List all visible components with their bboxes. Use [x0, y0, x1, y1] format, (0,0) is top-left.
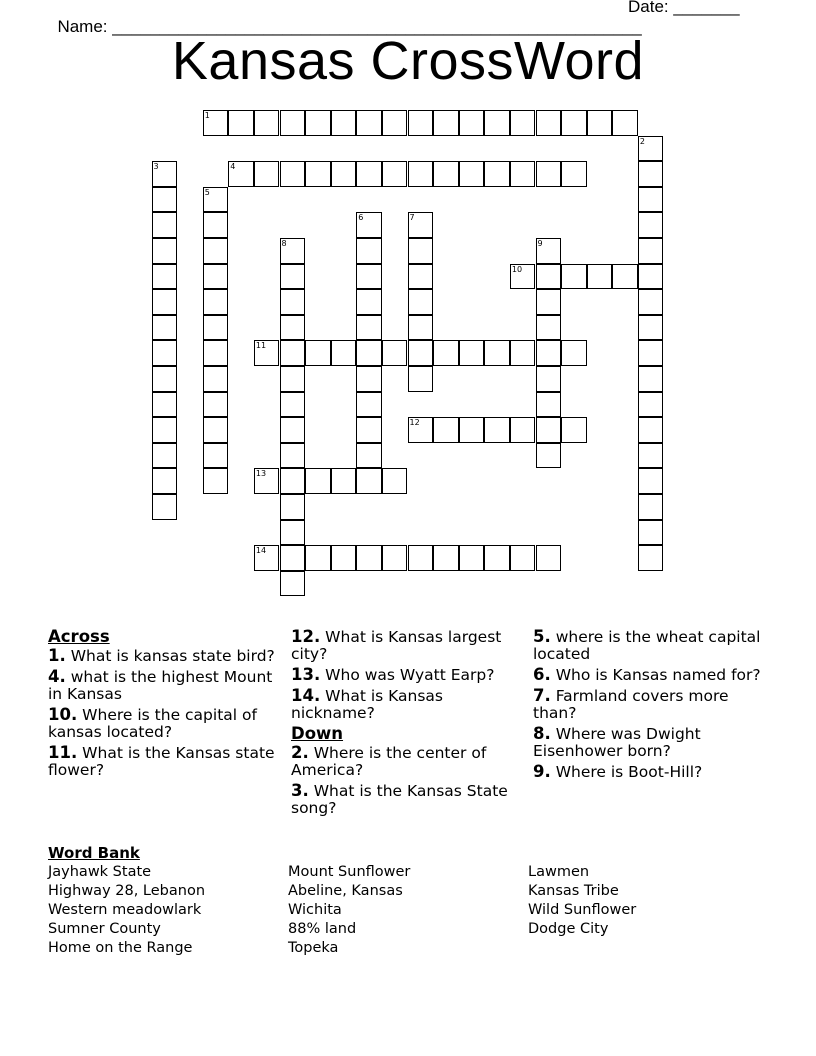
clue-down-3 — [291, 782, 523, 817]
clue-number: 5. — [533, 627, 551, 646]
crossword-cell[interactable] — [356, 238, 382, 264]
crossword-cell[interactable] — [638, 520, 664, 546]
crossword-cell[interactable] — [152, 468, 178, 494]
crossword-cell[interactable] — [356, 110, 382, 136]
crossword-cell[interactable] — [203, 392, 229, 418]
word-bank-title: Word Bank — [48, 844, 140, 862]
crossword-cell[interactable] — [433, 340, 459, 366]
clue-number-label: 11 — [255, 341, 267, 351]
crossword-cell[interactable] — [356, 212, 382, 238]
clue-across-1 — [48, 647, 280, 665]
word-bank-item: Topeka — [288, 940, 339, 956]
crossword-cell[interactable] — [484, 417, 510, 443]
clue-down-7 — [533, 687, 765, 722]
crossword-cell[interactable] — [638, 366, 664, 392]
crossword-cell[interactable] — [280, 340, 306, 366]
clue-number-label: 9 — [537, 239, 543, 248]
crossword-cell[interactable] — [305, 545, 331, 571]
crossword-cell[interactable] — [459, 110, 485, 136]
crossword-cell[interactable] — [408, 161, 434, 187]
date-field-label[interactable]: Date: _______ — [628, 0, 740, 16]
clue-number: 7. — [533, 686, 551, 705]
crossword-cell[interactable] — [638, 468, 664, 494]
crossword-cell[interactable] — [356, 392, 382, 418]
crossword-cell[interactable] — [203, 468, 229, 494]
clue-number: 11. — [48, 743, 78, 762]
crossword-cell[interactable] — [612, 110, 638, 136]
crossword-cell[interactable] — [382, 545, 408, 571]
word-bank-item: Abeline, Kansas — [288, 883, 403, 899]
crossword-cell[interactable] — [484, 340, 510, 366]
crossword-cell[interactable] — [280, 520, 306, 546]
crossword-cell[interactable] — [152, 494, 178, 520]
crossword-cell[interactable] — [536, 264, 562, 290]
crossword-cell[interactable] — [638, 340, 664, 366]
crossword-cell[interactable] — [254, 110, 280, 136]
word-bank-item: Sumner County — [48, 921, 161, 937]
crossword-cell[interactable] — [638, 136, 664, 162]
crossword-cell[interactable] — [280, 443, 306, 469]
clue-number: 3. — [291, 781, 309, 800]
crossword-cell[interactable] — [638, 238, 664, 264]
crossword-cell[interactable] — [152, 238, 178, 264]
crossword-cell[interactable] — [536, 545, 562, 571]
crossword-cell[interactable] — [536, 443, 562, 469]
clue-number-label: 12 — [409, 418, 420, 428]
crossword-cell[interactable] — [408, 417, 434, 443]
crossword-cell[interactable] — [638, 443, 664, 469]
clue-number-label: 2 — [639, 136, 645, 146]
crossword-cell[interactable] — [203, 187, 229, 213]
crossword-cell[interactable] — [152, 366, 178, 392]
crossword-cell[interactable] — [638, 161, 664, 187]
clue-number: 6. — [533, 665, 551, 684]
crossword-cell[interactable] — [536, 417, 562, 443]
crossword-cell[interactable] — [254, 161, 280, 187]
clue-across-4 — [48, 668, 280, 703]
crossword-cell[interactable] — [152, 187, 178, 213]
crossword-cell[interactable] — [510, 340, 536, 366]
crossword-cell[interactable] — [510, 264, 536, 290]
crossword-cell[interactable] — [561, 161, 587, 187]
clue-number: 8. — [533, 724, 551, 743]
word-bank-column-3 — [528, 863, 636, 939]
crossword-cell[interactable] — [280, 392, 306, 418]
clue-number-label: 6 — [358, 213, 364, 223]
crossword-cell[interactable] — [638, 494, 664, 520]
clue-number-label: 10 — [511, 264, 523, 274]
crossword-cell[interactable] — [305, 468, 331, 494]
clue-number-label: 7 — [409, 213, 415, 223]
crossword-cell[interactable] — [280, 571, 306, 597]
clue-number-label: 3 — [153, 162, 159, 172]
word-bank-item: Western meadowlark — [48, 902, 202, 918]
crossword-cell[interactable] — [280, 468, 306, 494]
crossword-cell[interactable] — [536, 110, 562, 136]
clue-column-1 — [48, 628, 280, 782]
clue-number: 14. — [291, 686, 321, 705]
clue-text: What is kansas state bird? — [70, 647, 275, 665]
word-bank-item: Dodge City — [528, 921, 609, 937]
clue-text: Farmland covers more than? — [533, 687, 729, 722]
crossword-cell[interactable] — [484, 545, 510, 571]
crossword-cell[interactable] — [203, 366, 229, 392]
crossword-cell[interactable] — [356, 366, 382, 392]
crossword-cell[interactable] — [561, 110, 587, 136]
crossword-cell[interactable] — [638, 545, 664, 571]
crossword-cell[interactable] — [433, 110, 459, 136]
crossword-cell[interactable] — [203, 443, 229, 469]
word-bank-item: Wild Sunflower — [528, 902, 637, 918]
crossword-cell[interactable] — [228, 161, 254, 187]
clue-text: Where is the capital of kansas located? — [48, 706, 257, 741]
crossword-cell[interactable] — [356, 545, 382, 571]
word-bank-item: 88% land — [288, 921, 357, 937]
crossword-cell[interactable] — [280, 110, 306, 136]
crossword-cell[interactable] — [536, 340, 562, 366]
word-bank-column-2 — [288, 863, 410, 958]
across-heading: Across — [48, 627, 110, 646]
clue-across-11 — [48, 744, 280, 779]
crossword-cell[interactable] — [612, 264, 638, 290]
clue-text: Where was Dwight Eisenhower born? — [533, 725, 701, 760]
crossword-cell[interactable] — [433, 161, 459, 187]
word-bank-item: Wichita — [288, 902, 342, 918]
crossword-cell[interactable] — [152, 417, 178, 443]
crossword-cell[interactable] — [152, 264, 178, 290]
crossword-cell[interactable] — [561, 417, 587, 443]
crossword-cell[interactable] — [408, 366, 434, 392]
crossword-cell[interactable] — [638, 212, 664, 238]
crossword-cell[interactable] — [254, 545, 280, 571]
clue-down-6 — [533, 666, 765, 684]
crossword-cell[interactable] — [356, 468, 382, 494]
crossword-cell[interactable] — [331, 545, 357, 571]
clue-text: What is the Kansas state flower? — [48, 744, 275, 779]
clue-text: Where is the center of America? — [291, 744, 487, 779]
crossword-cell[interactable] — [203, 289, 229, 315]
crossword-cell[interactable] — [152, 443, 178, 469]
crossword-cell[interactable] — [305, 110, 331, 136]
crossword-cell[interactable] — [638, 392, 664, 418]
word-bank-item: Lawmen — [528, 864, 590, 880]
crossword-cell[interactable] — [638, 187, 664, 213]
clue-number: 9. — [533, 762, 551, 781]
clue-column-3 — [533, 628, 765, 784]
crossword-cell[interactable] — [536, 289, 562, 315]
clue-number-label: 4 — [230, 162, 236, 172]
crossword-cell[interactable] — [152, 315, 178, 341]
crossword-cell[interactable] — [408, 289, 434, 315]
crossword-cell[interactable] — [254, 340, 280, 366]
clue-across-10 — [48, 706, 280, 741]
crossword-cell[interactable] — [459, 545, 485, 571]
crossword-cell[interactable] — [587, 264, 613, 290]
crossword-cell[interactable] — [280, 417, 306, 443]
crossword-cell[interactable] — [280, 264, 306, 290]
crossword-cell[interactable] — [561, 264, 587, 290]
crossword-cell[interactable] — [510, 417, 536, 443]
down-heading: Down — [291, 724, 344, 743]
crossword-cell[interactable] — [152, 392, 178, 418]
clue-down-2 — [291, 744, 523, 779]
clue-across-14 — [291, 687, 523, 722]
crossword-cell[interactable] — [408, 545, 434, 571]
word-bank-column-1 — [48, 863, 205, 958]
crossword-cell[interactable] — [280, 366, 306, 392]
crossword-cell[interactable] — [203, 238, 229, 264]
clue-number: 1. — [48, 646, 66, 665]
crossword-cell[interactable] — [459, 417, 485, 443]
crossword-cell[interactable] — [433, 417, 459, 443]
crossword-cell[interactable] — [484, 161, 510, 187]
clue-number: 13. — [291, 665, 321, 684]
crossword-cell[interactable] — [638, 264, 664, 290]
crossword-cell[interactable] — [408, 212, 434, 238]
crossword-cell[interactable] — [638, 315, 664, 341]
clue-text: What is Kansas largest city? — [291, 628, 502, 663]
crossword-cell[interactable] — [356, 340, 382, 366]
crossword-cell[interactable] — [152, 340, 178, 366]
crossword-cell[interactable] — [536, 315, 562, 341]
crossword-cell[interactable] — [203, 264, 229, 290]
crossword-cell[interactable] — [356, 443, 382, 469]
clue-number: 10. — [48, 705, 78, 724]
clue-text: what is the highest Mount in Kansas — [48, 668, 273, 703]
clue-number: 12. — [291, 627, 321, 646]
word-bank-item: Jayhawk State — [48, 864, 152, 880]
clue-down-8 — [533, 725, 765, 760]
crossword-cell[interactable] — [587, 110, 613, 136]
crossword-cell[interactable] — [356, 264, 382, 290]
crossword-cell[interactable] — [382, 161, 408, 187]
page-title: Kansas CrossWord — [171, 31, 645, 91]
word-bank-item: Highway 28, Lebanon — [48, 883, 206, 899]
clue-number-label: 13 — [255, 469, 267, 479]
crossword-cell[interactable] — [510, 110, 536, 136]
crossword-cell[interactable] — [408, 110, 434, 136]
crossword-cell[interactable] — [382, 340, 408, 366]
crossword-cell[interactable] — [280, 161, 306, 187]
word-bank-item: Home on the Range — [48, 940, 193, 956]
crossword-cell[interactable] — [382, 110, 408, 136]
crossword-cell[interactable] — [280, 238, 306, 264]
crossword-cell[interactable] — [408, 264, 434, 290]
crossword-cell[interactable] — [561, 340, 587, 366]
clue-number-label: 14 — [255, 546, 267, 556]
crossword-cell[interactable] — [254, 468, 280, 494]
crossword-cell[interactable] — [484, 110, 510, 136]
crossword-cell[interactable] — [536, 161, 562, 187]
crossword-cell[interactable] — [459, 161, 485, 187]
crossword-cell[interactable] — [536, 238, 562, 264]
crossword-cell[interactable] — [305, 161, 331, 187]
name-field-label[interactable]: Name: ________________________________________________________ — [57, 17, 642, 36]
crossword-cell[interactable] — [280, 494, 306, 520]
crossword-cell[interactable] — [203, 110, 229, 136]
word-bank-item: Kansas Tribe — [528, 883, 619, 899]
crossword-cell[interactable] — [536, 366, 562, 392]
crossword-cell[interactable] — [280, 545, 306, 571]
clue-number: 2. — [291, 743, 309, 762]
crossword-cell[interactable] — [356, 161, 382, 187]
crossword-cell[interactable] — [433, 545, 459, 571]
crossword-cell[interactable] — [638, 417, 664, 443]
clue-number-label: 1 — [204, 111, 210, 120]
crossword-cell[interactable] — [356, 417, 382, 443]
crossword-cell[interactable] — [356, 289, 382, 315]
clue-across-13 — [291, 666, 523, 684]
crossword-cell[interactable] — [510, 545, 536, 571]
crossword-cell[interactable] — [228, 110, 254, 136]
clue-text: What is the Kansas State song? — [291, 782, 508, 817]
clue-number-label: 5 — [204, 187, 210, 197]
clue-down-5 — [533, 628, 765, 663]
crossword-cell[interactable] — [331, 468, 357, 494]
crossword-cell[interactable] — [152, 212, 178, 238]
word-bank-item: Mount Sunflower — [288, 864, 411, 880]
crossword-cell[interactable] — [408, 238, 434, 264]
crossword-cell[interactable] — [203, 212, 229, 238]
clue-number: 4. — [48, 667, 66, 686]
clue-text: where is the wheat capital located — [533, 628, 761, 663]
crossword-cell[interactable] — [536, 392, 562, 418]
crossword-cell[interactable] — [203, 417, 229, 443]
crossword-cell[interactable] — [152, 289, 178, 315]
crossword-cell[interactable] — [638, 289, 664, 315]
crossword-cell[interactable] — [510, 161, 536, 187]
crossword-cell[interactable] — [203, 340, 229, 366]
clue-text: Who is Kansas named for? — [555, 666, 761, 684]
crossword-cell[interactable] — [459, 340, 485, 366]
crossword-cell[interactable] — [203, 315, 229, 341]
crossword-cell[interactable] — [152, 161, 178, 187]
crossword-cell[interactable] — [280, 289, 306, 315]
clue-text: What is Kansas nickname? — [291, 687, 443, 722]
clue-text: Who was Wyatt Earp? — [325, 666, 495, 684]
crossword-cell[interactable] — [305, 340, 331, 366]
crossword-cell[interactable] — [408, 340, 434, 366]
crossword-cell[interactable] — [280, 315, 306, 341]
clue-number-label: 8 — [281, 239, 287, 248]
crossword-cell[interactable] — [408, 315, 434, 341]
crossword-cell[interactable] — [356, 315, 382, 341]
crossword-cell[interactable] — [382, 468, 408, 494]
crossword-cell[interactable] — [331, 340, 357, 366]
clue-down-9 — [533, 763, 765, 781]
clue-text: Where is Boot-Hill? — [555, 763, 703, 781]
clue-column-2 — [291, 628, 523, 820]
clue-across-12 — [291, 628, 523, 663]
crossword-cell[interactable] — [331, 110, 357, 136]
crossword-cell[interactable] — [331, 161, 357, 187]
